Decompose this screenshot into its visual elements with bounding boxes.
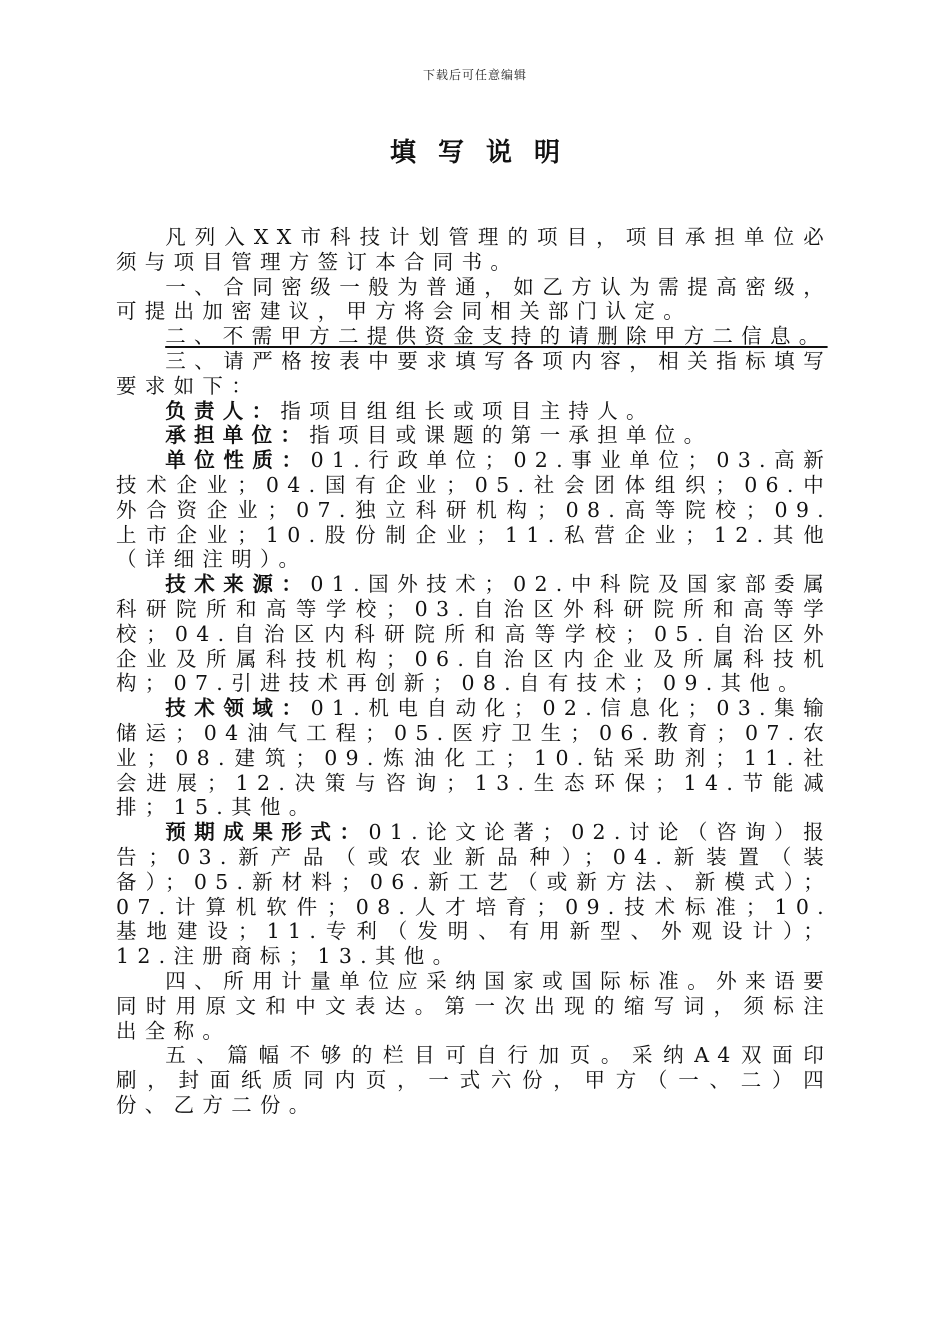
danwei-label: 单位性质： [165, 448, 311, 473]
item-5-paragraph: 五、篇幅不够的栏目可自行加页。采纳A4双面印刷，封面纸质同内页，一式六份，甲方（一、二）四份、乙方二份。 [116, 1043, 832, 1117]
item-2-text: 二、不需甲方二提供资金支持的请删除甲方二信息。 [165, 324, 828, 349]
lingyu-paragraph [116, 696, 832, 820]
page-title: 填写说明 [389, 138, 582, 168]
item-1-paragraph: 一、合同密级一般为普通，如乙方认为需提高密级，可提出加密建议，甲方将会同相关部门认定。 [116, 274, 832, 324]
fuzeren-label: 负责人： [165, 398, 281, 423]
chengdan-text: 指项目或课题的第一承担单位。 [309, 423, 713, 448]
instructions-body [116, 225, 832, 1118]
intro-paragraph: 凡列入XX市科技计划管理的项目，项目承担单位必须与项目管理方签订本合同书。 [116, 225, 832, 274]
chengguo-paragraph [116, 820, 832, 969]
chengguo-text: 01.论文论著；02.讨论（咨询）报告；03.新产品（或农业新品种）；04.新装置（装备）；05.新材料；06.新工艺（或新方法、新模式）；07.计算机软件；08.人才培育；09.技术标准；10.基地建设；11.专利（发明、有用新型、外观设计）；12.注册商标；13.其他。 [116, 820, 832, 969]
item-4-paragraph: 四、所用计量单位应采纳国家或国际标准。外来语要同时用原文和中文表达。第一次出现的缩写词，须标注出全称。 [116, 968, 832, 1043]
fuzeren-paragraph [116, 399, 832, 424]
fuzeren-text: 指项目组组长或项目主持人。 [280, 398, 655, 423]
chengdan-paragraph [116, 423, 832, 448]
laiyuan-label: 技术来源： [165, 572, 311, 597]
laiyuan-paragraph [116, 572, 832, 696]
chengdan-label: 承担单位： [165, 423, 310, 448]
lingyu-label: 技术领域： [165, 696, 311, 721]
item-2-paragraph [116, 324, 832, 349]
lingyu-text: 01.机电自动化；02.信息化；03.集输储运；04油气工程；05.医疗卫生；06.教育；07.农业；08.建筑；09.炼油化工；10.钻采助剂；11.社会进展；12.决策与咨询；13.生态环保；14.节能减排；15.其他。 [116, 696, 833, 820]
chengguo-label: 预期成果形式： [165, 820, 369, 845]
laiyuan-text: 01.国外技术；02.中科院及国家部委属科研院所和高等学校；03.自治区外科研院所和高等学校；04.自治区内科研院所和高等学校；05.自治区外企业及所属科技机构；06.自治区内企业及所属科技机构；07.引进技术再创新；08.自有技术；09.其他。 [116, 572, 833, 696]
danwei-paragraph [116, 448, 832, 572]
item-3-paragraph: 三、请严格按表中要求填写各项内容，相关指标填写要求如下： [116, 348, 832, 398]
header-note: 下载后可任意编辑 [422, 68, 527, 82]
danwei-text: 01.行政单位；02.事业单位；03.高新技术企业；04.国有企业；05.社会团体组织；06.中外合资企业；07.独立科研机构；08.高等院校；09.上市企业；10.股份制企业；11.私营企业；12.其他（详细注明）。 [116, 448, 833, 572]
